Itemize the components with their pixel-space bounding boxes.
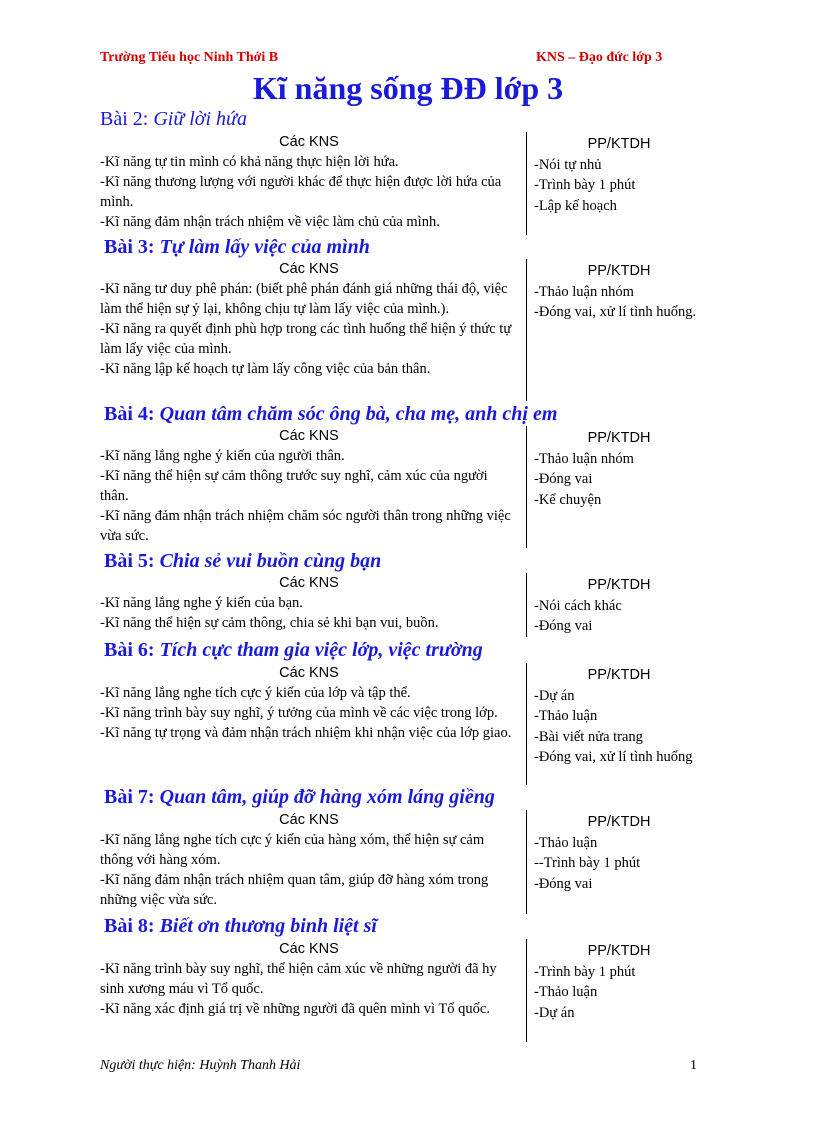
lesson-name: Quan tâm chăm sóc ông bà, cha mẹ, anh chị em	[159, 403, 558, 425]
pp-header: PP/KTDH	[587, 943, 651, 959]
kns-column	[100, 426, 518, 546]
pp-column	[534, 259, 704, 323]
kns-column	[100, 810, 518, 910]
lesson-name: Chia sẻ vui buồn cùng bạn	[159, 550, 382, 572]
pp-column	[534, 426, 704, 510]
kns-column	[100, 573, 518, 633]
column-divider	[526, 132, 527, 235]
kns-header: Các KNS	[279, 261, 339, 277]
lesson-number: Bài 7:	[104, 786, 155, 808]
kns-item: -Kĩ năng đảm nhận trách nhiệm quan tâm, giúp đỡ hàng xóm trong những việc vừa sức.	[100, 872, 489, 908]
lesson-number: Bài 5:	[104, 550, 155, 572]
pp-item: -Đóng vai	[534, 618, 593, 634]
kns-column	[100, 663, 518, 743]
lesson-name: Quan tâm, giúp đỡ hàng xóm láng giềng	[159, 786, 495, 808]
kns-header: Các KNS	[279, 941, 339, 957]
column-divider	[526, 663, 527, 785]
pp-item: --Trình bày 1 phút	[534, 855, 641, 871]
author-footer: Người thực hiện: Huỳnh Thanh Hải	[100, 1058, 301, 1073]
lesson-number: Bài 6:	[104, 639, 155, 661]
kns-item: -Kĩ năng lắng nghe ý kiến của người thân.	[100, 448, 345, 464]
kns-item: -Kĩ năng trình bày suy nghĩ, thể hiện cảm xúc về những người đã hy sinh xương máu vì Tổ quốc.	[100, 961, 497, 997]
kns-item: -Kĩ năng đảm nhận trách nhiệm chăm sóc người thân trong những việc vừa sức.	[100, 508, 511, 544]
pp-item: -Nói cách khác	[534, 597, 622, 614]
kns-item: -Kĩ năng xác định giá trị về những người đã quên mình vì Tổ quốc.	[100, 1001, 490, 1017]
pp-header: PP/KTDH	[587, 136, 651, 152]
lesson-title-2	[100, 108, 247, 131]
kns-column	[100, 939, 518, 1019]
kns-item: -Kĩ năng lắng nghe ý kiến của bạn.	[100, 595, 303, 611]
pp-item: -Bài viết nửa trang	[534, 728, 643, 745]
lesson-title-7	[104, 786, 495, 809]
column-divider	[526, 939, 527, 1042]
pp-item: -Kể chuyện	[534, 491, 602, 508]
pp-item: -Dự án	[534, 1004, 575, 1021]
kns-item: -Kĩ năng thể hiện sự cảm thông, chia sẻ khi bạn vui, buồn.	[100, 615, 439, 631]
column-divider	[526, 426, 527, 548]
lesson-title-3	[104, 236, 370, 259]
pp-column	[534, 810, 704, 894]
kns-item: -Kĩ năng tự tin mình có khả năng thực hiện lời hứa.	[100, 154, 399, 170]
lesson-name: Biết ơn thương binh liệt sĩ	[159, 915, 377, 937]
lesson-number: Bài 4:	[104, 403, 155, 425]
kns-item: -Kĩ năng thể hiện sự cảm thông trước suy nghĩ, cảm xúc của người thân.	[100, 468, 488, 504]
kns-item: -Kĩ năng đảm nhận trách nhiệm về việc làm chủ của mình.	[100, 214, 440, 230]
pp-item: -Đóng vai, xử lí tình huống	[534, 749, 693, 765]
pp-column	[534, 132, 704, 216]
lesson-number: Bài 8:	[104, 915, 155, 937]
lesson-title-8	[104, 915, 377, 938]
pp-column	[534, 939, 704, 1023]
lesson-title-4	[104, 403, 557, 426]
lesson-name: Tích cực tham gia việc lớp, việc trường	[159, 639, 483, 661]
pp-item: -Thảo luận nhóm	[534, 450, 634, 467]
page-title: Kĩ năng sống ĐĐ lớp 3	[252, 70, 564, 106]
kns-item: -Kĩ năng lắng nghe tích cực ý kiến của hàng xóm, thể hiện sự cảm thông với hàng xóm.	[100, 832, 485, 868]
pp-item: -Thảo luận	[534, 984, 598, 1000]
lesson-number: Bài 2:	[100, 108, 149, 130]
kns-item: -Kĩ năng tự trọng và đảm nhận trách nhiệm khi nhận việc của lớp giao.	[100, 725, 512, 741]
kns-header: Các KNS	[279, 428, 339, 444]
pp-header: PP/KTDH	[587, 814, 651, 830]
kns-item: -Kĩ năng ra quyết định phù hợp trong các tình huống thể hiện ý thức tự làm lấy việc của mình.	[100, 321, 512, 357]
pp-item: -Trình bày 1 phút	[534, 177, 636, 193]
pp-column	[534, 573, 704, 637]
kns-header: Các KNS	[279, 134, 339, 150]
column-divider	[526, 810, 527, 914]
pp-header: PP/KTDH	[587, 263, 651, 279]
kns-header: Các KNS	[279, 665, 339, 681]
column-divider	[526, 259, 527, 401]
kns-item: -Kĩ năng lắng nghe tích cực ý kiến của lớp và tập thể.	[100, 685, 411, 701]
lesson-name: Giữ lời hứa	[153, 108, 247, 130]
pp-item: -Trình bày 1 phút	[534, 963, 636, 980]
lesson-number: Bài 3:	[104, 236, 155, 258]
lesson-name: Tự làm lấy việc của mình	[159, 236, 370, 258]
kns-item: -Kĩ năng lập kế hoạch tự làm lấy công việc của bản thân.	[100, 361, 431, 377]
pp-item: -Thảo luận	[534, 708, 598, 724]
subject-label: KNS – Đạo đức lớp 3	[536, 50, 663, 65]
pp-item: -Lập kế hoạch	[534, 197, 617, 214]
pp-item: -Đóng vai, xử lí tình huống.	[534, 304, 697, 320]
kns-header: Các KNS	[279, 575, 339, 591]
lesson-title-5	[104, 550, 381, 573]
page-number: 1	[690, 1058, 697, 1073]
pp-item: -Thảo luận	[534, 834, 598, 851]
column-divider	[526, 573, 527, 637]
pp-item: -Thảo luận nhóm	[534, 283, 634, 300]
kns-column	[100, 132, 518, 232]
kns-item: -Kĩ năng tư duy phê phán: (biết phê phán đánh giá những thái độ, việc làm thể hiện sự ỷ lại, không chịu tự làm lấy việc của mình.).	[100, 281, 508, 317]
pp-header: PP/KTDH	[587, 667, 651, 683]
pp-item: -Dự án	[534, 687, 575, 704]
kns-item: -Kĩ năng thương lượng với người khác để thực hiện được lời hứa của mình.	[100, 174, 502, 210]
pp-item: -Nói tự nhủ	[534, 156, 602, 173]
pp-header: PP/KTDH	[587, 577, 651, 593]
school-name: Trường Tiểu học Ninh Thới B	[100, 50, 279, 65]
kns-header: Các KNS	[279, 812, 339, 828]
pp-header: PP/KTDH	[587, 430, 651, 446]
lesson-title-6	[104, 639, 483, 662]
kns-item: -Kĩ năng trình bày suy nghĩ, ý tưởng của mình về các việc trong lớp.	[100, 705, 498, 721]
kns-column	[100, 259, 518, 379]
pp-item: -Đóng vai	[534, 471, 593, 487]
pp-item: -Đóng vai	[534, 875, 593, 892]
pp-column	[534, 663, 704, 768]
